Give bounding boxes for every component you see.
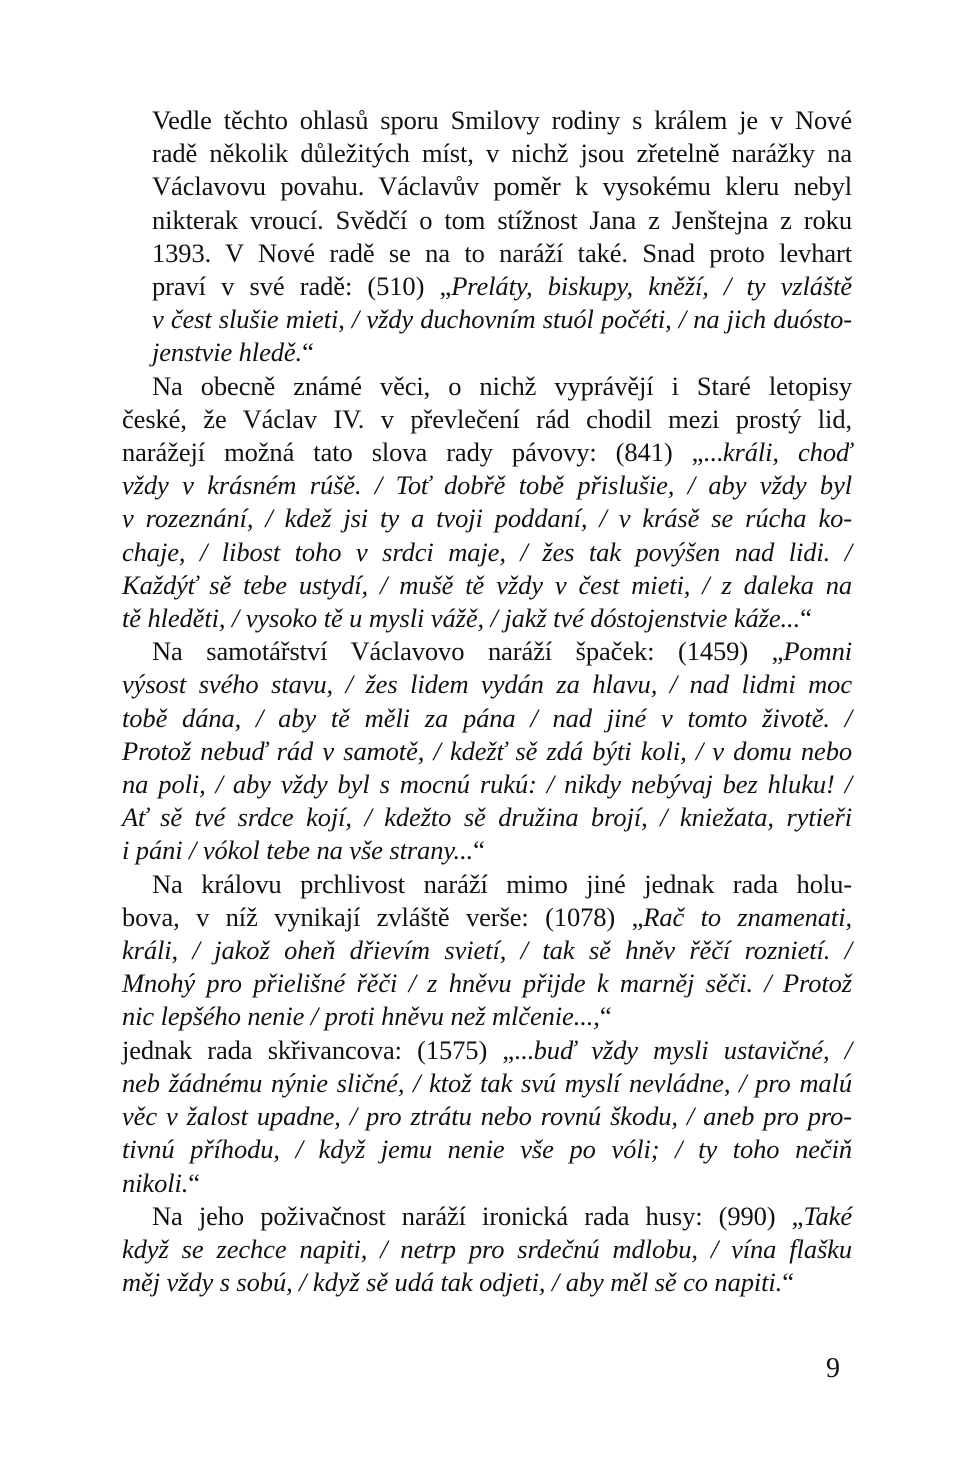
text-line: bova, v níž vynikají zvláště verše: (1078) „Rač to znamenati, xyxy=(122,901,852,932)
text-line: když se zechce napiti, / netrp pro srdečnú mdlobu, / vína flašku xyxy=(122,1233,852,1264)
paragraph-1 xyxy=(122,104,852,370)
text-line: narážejí možná tato slova rady pávovy: (841) „...králi, choď xyxy=(122,437,852,468)
text-line: 1393. V Nové radě se na to naráží také. Snad proto levhart xyxy=(152,237,852,268)
text-line: věc v žalost upadne, / pro ztrátu nebo rovnú škodu, / aneb pro pro- xyxy=(122,1101,852,1132)
text-line: Mnohý pro přielišné řěči / z hněvu přijde k marněj sěči. / Protož xyxy=(122,968,852,999)
text-line: radě několik důležitých míst, v nichž jsou zřetelně narážky na xyxy=(152,138,852,169)
text-line: v čest slušie mieti, / vždy duchovním stuól počéti, / na jich duósto- xyxy=(152,304,852,335)
body-text xyxy=(122,104,852,1299)
text-line: nikoli.“ xyxy=(122,1167,200,1198)
text-line: nic lepšého nenie / proti hněvu než mlčenie...,“ xyxy=(122,1001,612,1032)
text-line: výsost svého stavu, / žes lidem vydán za hlavu, / nad lidmi moc xyxy=(122,669,852,700)
text-line: v rozeznání, / kdež jsi ty a tvoji poddaní, / v krásě se rúcha ko- xyxy=(122,503,852,534)
text-line: neb žádnému nýnie sličné, / ktož tak svú myslí nevládne, / pro malú xyxy=(122,1067,852,1098)
text-line: vždy v krásném rúšě. / Toť dobřě tobě přislušie, / aby vždy byl xyxy=(122,470,852,501)
text-line: měj vždy s sobú, / když sě udá tak odjeti, / aby měl sě co napiti.“ xyxy=(122,1267,794,1298)
text-line: jenstvie hledě.“ xyxy=(152,337,314,368)
paragraph-2 xyxy=(122,370,852,636)
text-line: Ať sě tvé srdce kojí, / kdežto sě družina brojí, / kniežata, rytieři xyxy=(122,802,852,833)
text-line: tobě dána, / aby tě měli za pána / nad jiné v tomto životě. / xyxy=(122,702,852,733)
paragraph-3 xyxy=(122,635,852,867)
text-line: české, že Václav IV. v převlečení rád chodil mezi prostý lid, xyxy=(122,403,852,434)
text-line: tivnú příhodu, / když jemu nenie vše po vóli; / ty toho nečiň xyxy=(122,1134,852,1165)
text-line: nikterak vroucí. Svědčí o tom stížnost Jana z Jenštejna z roku xyxy=(152,204,852,235)
text-line: Vedle těchto ohlasů sporu Smilovy rodiny s králem je v Nové xyxy=(152,105,852,135)
text-line: Václavovu povahu. Václavův poměr k vysokému kleru nebyl xyxy=(152,171,852,202)
text-line: králi, / jakož oheň dřievím svietí, / tak sě hněv řěčí roznietí. / xyxy=(122,935,852,966)
text-line: Na obecně známé věci, o nichž vyprávějí i Staré letopisy xyxy=(152,370,852,401)
text-line: na poli, / aby vždy byl s mocnú rukú: / nikdy nebývaj bez hluku! / xyxy=(122,769,852,800)
text-line: Každýť sě tebe ustydí, / mušě tě vždy v čest mieti, / z daleka na xyxy=(122,569,852,600)
text-line: Na královu prchlivost naráží mimo jiné jednak rada holu- xyxy=(152,868,852,899)
text-line: Na jeho poživačnost naráží ironická rada husy: (990) „Také xyxy=(152,1200,852,1231)
text-line: Na samotářství Václavovo naráží špaček: (1459) „Pomni xyxy=(152,636,852,667)
page-number: 9 xyxy=(826,1353,840,1384)
text-line: Protož nebuď rád v samotě, / kdežť sě zdá býti koli, / v domu nebo xyxy=(122,735,852,766)
text-line: chaje, / libost toho v srdci maje, / žes tak povýšen nad lidi. / xyxy=(122,536,852,567)
text-line: praví v své radě: (510) „Preláty, biskupy, kněží, / ty vzláště xyxy=(152,271,852,302)
paragraph-4 xyxy=(122,868,852,1200)
text-line: tě hleděti, / vysoko tě u mysli vážě, / jakž tvé dóstojenstvie káže...“ xyxy=(122,603,812,634)
text-line: i páni / vókol tebe na vše strany...“ xyxy=(122,835,485,866)
text-line: jednak rada skřivancova: (1575) „...buď vždy mysli ustavičné, / xyxy=(122,1034,852,1065)
paragraph-5 xyxy=(122,1200,852,1300)
